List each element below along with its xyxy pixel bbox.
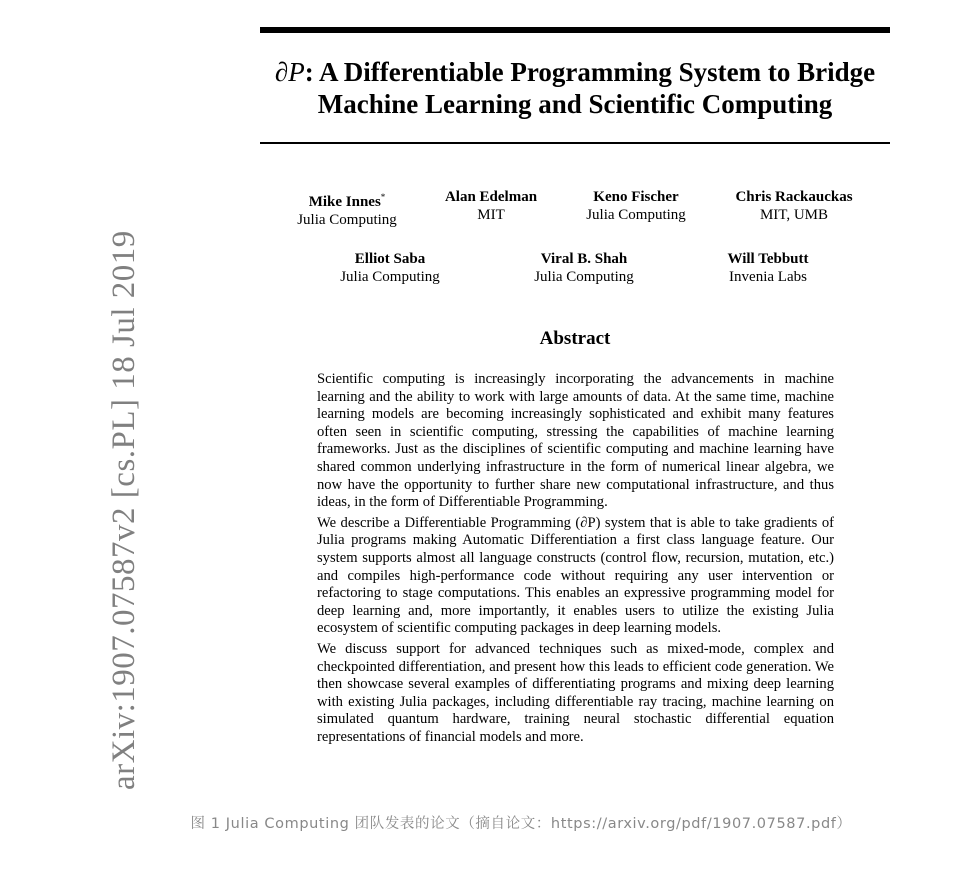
author-name: Alan Edelman	[444, 189, 538, 205]
author-footnote-mark: *	[380, 192, 386, 202]
abstract-heading: Abstract	[539, 328, 611, 349]
author-affiliation: Invenia Labs	[729, 269, 807, 285]
paper-title	[260, 56, 890, 120]
author-name: Viral B. Shah	[540, 251, 628, 267]
author-name: Chris Rackauckas	[735, 189, 853, 205]
author-affiliation: Julia Computing	[534, 269, 634, 285]
top-rule	[260, 27, 890, 33]
title-line-2: Machine Learning and Scientific Computing	[317, 89, 833, 119]
author-affiliation: Julia Computing	[586, 207, 686, 223]
author-affiliation: MIT, UMB	[759, 207, 829, 223]
author-block	[571, 188, 701, 224]
author-block	[723, 188, 865, 224]
author-name: Elliot Saba	[354, 251, 426, 267]
author-block	[708, 250, 828, 286]
title-line-1-text: : A Differentiable Programming System to Bridge	[304, 57, 876, 87]
author-affiliation: Julia Computing	[340, 269, 440, 285]
author-block	[431, 188, 551, 224]
author-affiliation: MIT	[477, 207, 505, 223]
abstract-body	[317, 371, 834, 749]
author-name: Keno Fischer	[593, 189, 679, 205]
author-affiliation: Julia Computing	[297, 212, 397, 228]
abstract-paragraph: Scientific computing is increasingly incorporating the advancements in machine learning and the ability to work with large amounts of data. At the same time, machine learning models are becoming increasingly sophisticated and exhibit many features often seen in scientific computing, stressing the capabilities of machine learning frameworks. Just as the disciplines of scientific computing and machine learning have shared common underlying infrastructure in the form of numerical linear algebra, we now have the opportunity to further share new computational infrastructure, and thus ideas, in the form of Differentiable Programming.	[317, 371, 834, 511]
author-block	[325, 250, 455, 286]
title-line-1	[260, 56, 890, 88]
title-rule	[260, 142, 890, 144]
author-block	[519, 250, 649, 286]
title-symbol: ∂P	[274, 57, 305, 87]
author-name: Will Tebbutt	[727, 251, 809, 267]
abstract-paragraph: We describe a Differentiable Programming (∂P) system that is able to take gradients of Julia programs making Automatic Differentiation a first class language feature. Our system supports almost all language constructs (control flow, recursion, mutation, etc.) and compiles high-performance code without requiring any user intervention or refactoring to stage computations. This enables an expressive programming model for deep learning and, more importantly, it enables users to utilize the existing Julia ecosystem of scientific computing packages in deep learning models.	[317, 514, 834, 637]
abstract-paragraph: We discuss support for advanced techniques such as mixed-mode, complex and checkpointed differentiation, and present how this leads to efficient code generation. We then showcase several examples of differentiating programs and mixing deep learning with existing Julia packages, including differentiable ray tracing, machine learning on simulated quantum hardware, training neural stochastic differential equation representations of financial models and more.	[317, 640, 834, 745]
figure-caption: 图 1 Julia Computing 团队发表的论文（摘自论文：https://arxiv.org/pdf/1907.07587.pdf）	[190, 816, 852, 832]
author-name: Mike Innes*	[308, 192, 386, 210]
author-block	[282, 188, 412, 229]
arxiv-identifier: arXiv:1907.07587v2 [cs.PL] 18 Jul 2019	[106, 230, 142, 790]
